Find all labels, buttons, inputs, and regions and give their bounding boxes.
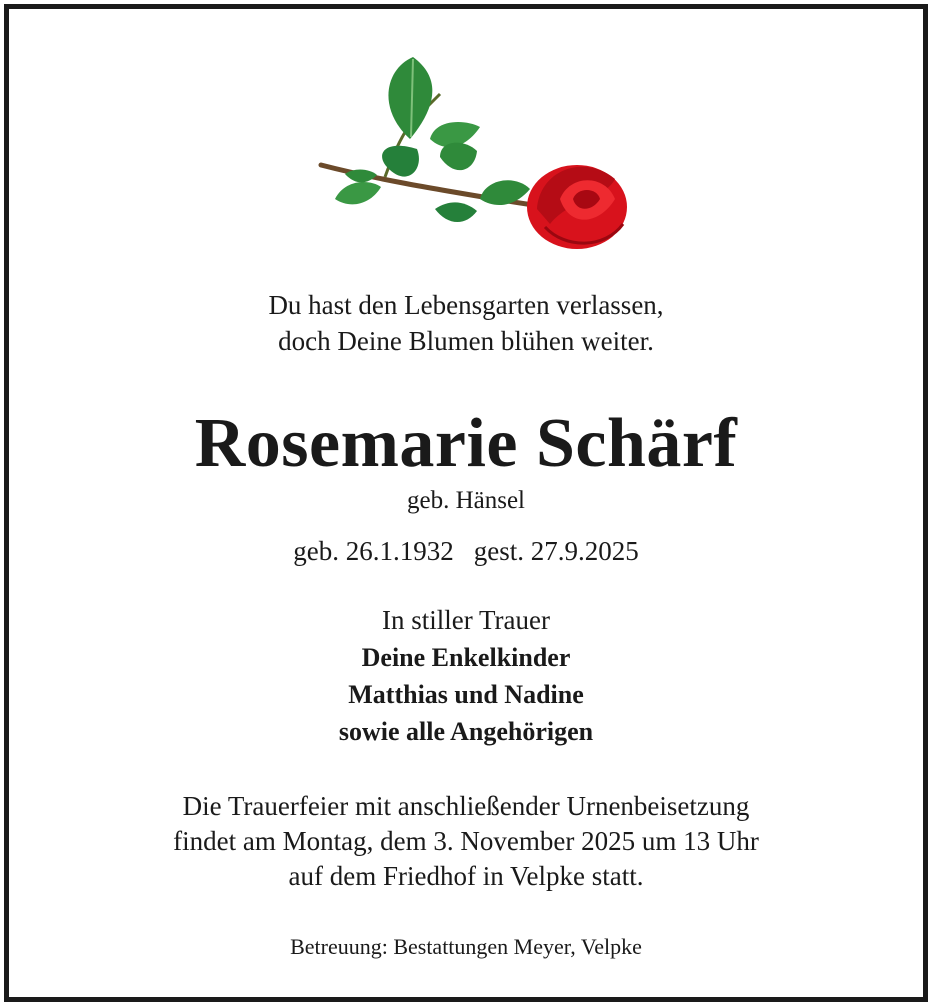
service-line: Die Trauerfeier mit anschließender Urnenbeisetzung (182, 791, 750, 821)
maiden-name: geb. Hänsel (406, 487, 526, 514)
funeral-home-credit: Betreuung: Bestattungen Meyer, Velpke (290, 934, 642, 959)
birth-date: geb. 26.1.1932 (293, 536, 454, 566)
mourning-intro: In stiller Trauer (382, 605, 550, 635)
deceased-name: Rosemarie Schärf (194, 405, 738, 482)
obituary-frame (4, 4, 928, 1002)
quote-line-1: Du hast den Lebensgarten verlassen, (268, 290, 664, 320)
mourner-line: Matthias und Nadine (348, 680, 584, 709)
service-info (9, 789, 923, 894)
mourner-line: Deine Enkelkinder (361, 643, 571, 672)
mourners-list (9, 639, 923, 750)
memorial-quote (9, 287, 923, 359)
service-line: auf dem Friedhof in Velpke statt. (288, 861, 644, 891)
quote-line-2: doch Deine Blumen blühen weiter. (278, 326, 654, 356)
red-rose-icon (315, 49, 635, 259)
life-dates (9, 533, 923, 569)
mourner-line: sowie alle Angehörigen (338, 717, 594, 746)
death-date: gest. 27.9.2025 (473, 536, 639, 566)
service-line: findet am Montag, dem 3. November 2025 um 13 Uhr (173, 826, 759, 856)
